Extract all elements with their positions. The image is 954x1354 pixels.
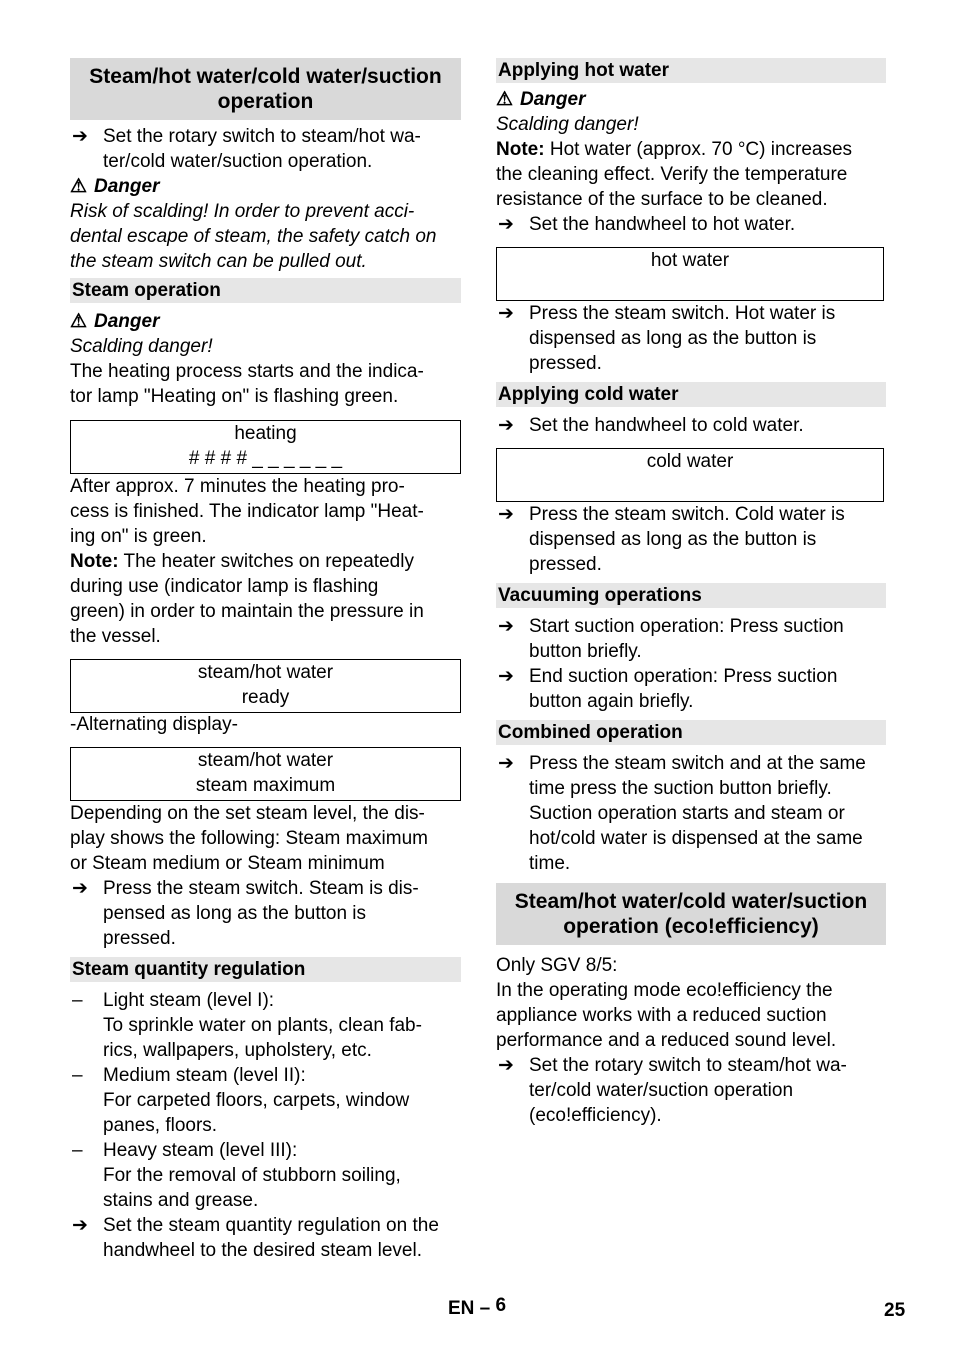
paragraph-heating: The heating process starts and the indica- tor lamp "Heating on" is flashing green. bbox=[70, 361, 424, 407]
arrow-icon: ➔ bbox=[498, 616, 514, 637]
arrow-icon: ➔ bbox=[498, 753, 514, 774]
right-column bbox=[496, 58, 886, 1128]
arrow-icon: ➔ bbox=[498, 415, 514, 436]
display-heating: heating # # # # _ _ _ _ _ _ bbox=[70, 420, 461, 474]
step-start-suction: ➔ Start suction operation: Press suction button briefly. bbox=[498, 616, 844, 662]
arrow-icon: ➔ bbox=[72, 878, 88, 899]
danger-text: Scalding danger! bbox=[70, 336, 213, 357]
arrow-icon: ➔ bbox=[498, 504, 514, 525]
display-steam-maximum: steam/hot water steam maximum bbox=[70, 747, 461, 801]
arrow-icon: ➔ bbox=[498, 666, 514, 687]
left-column bbox=[70, 58, 461, 1263]
heading-cold-water: Applying cold water bbox=[496, 382, 886, 407]
step-handwheel-cold: ➔ Set the handwheel to cold water. bbox=[498, 415, 804, 436]
display-ready: steam/hot water ready bbox=[70, 659, 461, 713]
danger-label: ⚠ Danger bbox=[70, 176, 160, 197]
danger-label: ⚠ Danger bbox=[496, 89, 586, 110]
step-combined: ➔ Press the steam switch and at the same time press the suction button briefly. Suction operation starts and steam or hot/cold water is dispensed at the same time. bbox=[498, 753, 866, 874]
note-hot-water: Note: Hot water (approx. 70 °C) increases the cleaning effect. Verify the temperature resistance of the surface to be cleaned. bbox=[496, 139, 853, 210]
arrow-icon: ➔ bbox=[72, 126, 88, 147]
display-hot-water: hot water bbox=[496, 247, 884, 301]
heading-eco-efficiency: Steam/hot water/cold water/suction operation (eco!efficiency) bbox=[496, 883, 886, 945]
dash-icon: – bbox=[72, 1065, 83, 1086]
step-press-steam-hot: ➔ Press the steam switch. Hot water is dispensed as long as the button is pressed. bbox=[498, 303, 836, 374]
list-item-medium-steam: – Medium steam (level II): For carpeted floors, carpets, window panes, floors. bbox=[72, 1065, 410, 1136]
paragraph-heating-finished: After approx. 7 minutes the heating pro- cess is finished. The indicator lamp "Heat- ing on" is green. bbox=[70, 476, 424, 547]
alternating-display-label: -Alternating display- bbox=[70, 714, 238, 735]
warning-icon: ⚠ bbox=[70, 311, 88, 332]
warning-icon: ⚠ bbox=[496, 89, 514, 110]
step-press-steam-cold: ➔ Press the steam switch. Cold water is dispensed as long as the button is pressed. bbox=[498, 504, 845, 575]
step-set-steam-quantity: ➔ Set the steam quantity regulation on the handwheel to the desired steam level. bbox=[72, 1215, 439, 1261]
heading-steam-quantity: Steam quantity regulation bbox=[70, 957, 461, 982]
heading-hot-water: Applying hot water bbox=[496, 58, 886, 83]
step-press-steam-switch: ➔ Press the steam switch. Steam is dis- pensed as long as the button is pressed. bbox=[72, 878, 419, 949]
danger-text: Scalding danger! bbox=[496, 114, 639, 135]
step-end-suction: ➔ End suction operation: Press suction button again briefly. bbox=[498, 666, 838, 712]
step-rotary-switch-eco: ➔ Set the rotary switch to steam/hot wa- ter/cold water/suction operation (eco!efficiency). bbox=[498, 1055, 847, 1126]
paragraph-model: Only SGV 8/5: bbox=[496, 955, 618, 976]
heading-combined: Combined operation bbox=[496, 720, 886, 745]
page-number: 25 bbox=[884, 1300, 906, 1321]
warning-icon: ⚠ bbox=[70, 176, 88, 197]
arrow-icon: ➔ bbox=[498, 214, 514, 235]
list-item-light-steam: – Light steam (level I): To sprinkle water on plants, clean fab- rics, wallpapers, upholstery, etc. bbox=[72, 990, 422, 1061]
heading-vacuuming: Vacuuming operations bbox=[496, 583, 886, 608]
list-item-heavy-steam: – Heavy steam (level III): For the removal of stubborn soiling, stains and grease. bbox=[72, 1140, 401, 1211]
footer-section-label: EN – 6 bbox=[448, 1295, 507, 1319]
step-rotary-switch: ➔ Set the rotary switch to steam/hot wa- ter/cold water/suction operation. bbox=[72, 126, 421, 172]
note-heater: Note: The heater switches on repeatedly during use (indicator lamp is flashing green) in order to maintain the pressure in the vessel. bbox=[70, 551, 424, 647]
dash-icon: – bbox=[72, 1140, 83, 1161]
step-handwheel-hot: ➔ Set the handwheel to hot water. bbox=[498, 214, 796, 235]
danger-text: Risk of scalding! In order to prevent acci- dental escape of steam, the safety catch on the steam switch can be pulled out. bbox=[70, 201, 437, 272]
dash-icon: – bbox=[72, 990, 83, 1011]
arrow-icon: ➔ bbox=[72, 1215, 88, 1236]
arrow-icon: ➔ bbox=[498, 303, 514, 324]
heading-suction-operation: Steam/hot water/cold water/suction operation bbox=[70, 58, 461, 120]
paragraph-steam-level: Depending on the set steam level, the dis- play shows the following: Steam maximum or Steam medium or Steam minimum bbox=[70, 803, 428, 874]
paragraph-eco: In the operating mode eco!efficiency the appliance works with a reduced suction performance and a reduced sound level. bbox=[496, 980, 837, 1051]
heading-steam-operation: Steam operation bbox=[70, 278, 461, 303]
danger-label: ⚠ Danger bbox=[70, 311, 160, 332]
display-cold-water: cold water bbox=[496, 448, 884, 502]
arrow-icon: ➔ bbox=[498, 1055, 514, 1076]
